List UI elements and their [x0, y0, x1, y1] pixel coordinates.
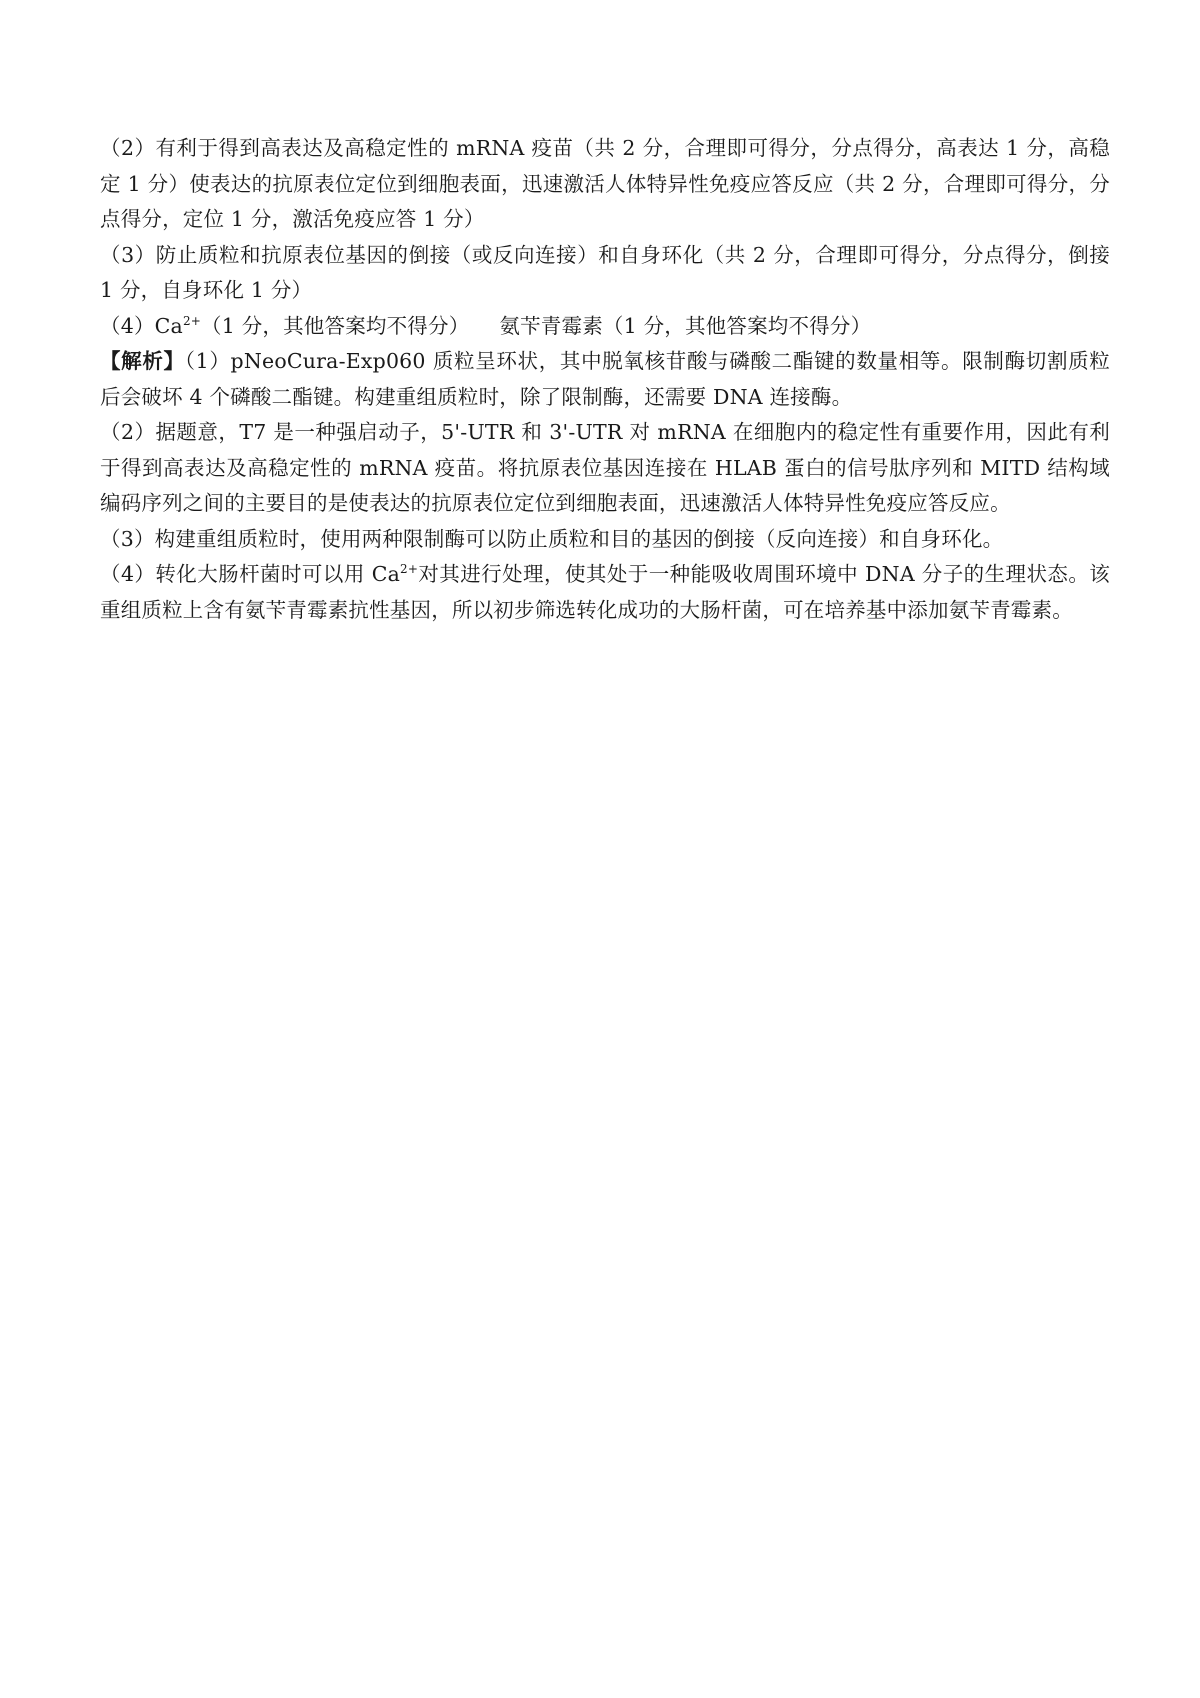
analysis-q4-rest: 对其进行处理，使其处于一种能吸收周围环境中 DNA 分子的生理状态。该重组质粒上含有氨苄青霉素抗性基因，所以初步筛选转化成功的大肠杆菌，可在培养基中添加氨苄青霉素。	[100, 562, 1110, 622]
analysis-q4	[100, 557, 1110, 628]
answer-q4-superscript: 2+	[182, 313, 202, 328]
analysis-label: 【解析】	[100, 349, 185, 373]
analysis-q2	[100, 415, 1110, 522]
analysis-q2-text: （2）据题意，T7 是一种强启动子，5'-UTR 和 3'-UTR 对 mRNA 在细胞内的稳定性有重要作用，因此有利于得到高表达及高稳定性的 mRNA 疫苗。将抗原表位基因连接在 HLAB 蛋白的信号肽序列和 MITD 结构域编码序列之间的主要目的是使表达的抗原表位定位到细胞表面，迅速激活人体特异性免疫应答反应。	[100, 420, 1110, 515]
analysis-q3-text: （3）构建重组质粒时，使用两种限制酶可以防止质粒和目的基因的倒接（反向连接）和自身环化。	[100, 526, 1004, 551]
analysis-q1	[100, 344, 1110, 415]
analysis-q1-text: （1）pNeoCura-Exp060 质粒呈环状，其中脱氧核苷酸与磷酸二酯键的数量相等。限制酶切割质粒后会破坏 4 个磷酸二酯键。构建重组质粒时，除了限制酶，还需要 DNA 连接酶。	[100, 349, 1110, 409]
answer-q4	[100, 309, 1110, 345]
analysis-q4-prefix: （4）转化大肠杆菌时可以用 Ca	[100, 562, 401, 586]
answer-q2-text: （2）有利于得到高表达及高稳定性的 mRNA 疫苗（共 2 分，合理即可得分，分点得分，高表达 1 分，高稳定 1 分）使表达的抗原表位定位到细胞表面，迅速激活人体特异性免疫应答反应（共 2 分，合理即可得分，分点得分，定位 1 分，激活免疫应答 1 分）	[100, 136, 1110, 231]
answer-content	[100, 131, 1117, 628]
answer-q3	[100, 238, 1117, 309]
analysis-q4-superscript: 2+	[400, 562, 419, 577]
analysis-q3	[100, 522, 1110, 558]
answer-q2	[100, 131, 1110, 238]
answer-q4-part2: 氨苄青霉素（1 分，其他答案均不得分）	[499, 313, 872, 338]
answer-q4-prefix: （4）Ca	[100, 313, 183, 338]
answer-q3-text: （3）防止质粒和抗原表位基因的倒接（或反向连接）和自身环化（共 2 分，合理即可得分，分点得分，倒接 1 分，自身环化 1 分）	[100, 242, 1117, 302]
answer-q4-part1: （1 分，其他答案均不得分）	[201, 313, 470, 338]
